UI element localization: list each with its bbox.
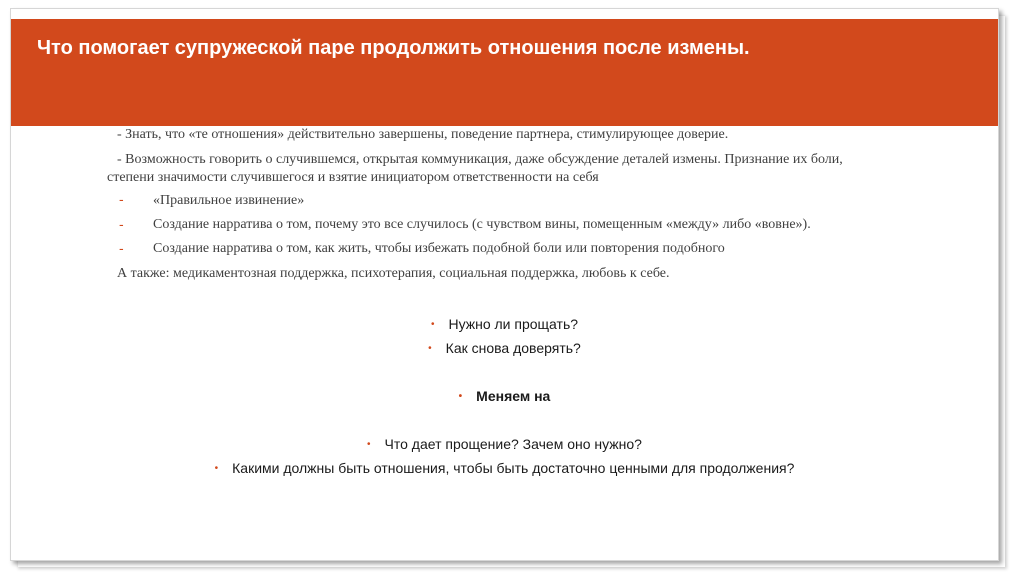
question-5 bbox=[11, 460, 998, 476]
question-4 bbox=[11, 436, 998, 452]
question-text: Какими должны быть отношения, чтобы быть достаточно ценными для продолжения? bbox=[232, 460, 795, 476]
question-text: Нужно ли прощать? bbox=[448, 316, 579, 332]
question-1 bbox=[11, 316, 998, 332]
question-2 bbox=[11, 340, 998, 356]
question-3 bbox=[11, 388, 998, 404]
question-text: Меняем на bbox=[476, 388, 551, 404]
bullet-icon: • bbox=[428, 343, 432, 354]
question-text: Как снова доверять? bbox=[445, 340, 581, 356]
slide-title: Что помогает супружеской паре продолжить отношения после измены. bbox=[37, 37, 750, 59]
also-line: А также: медикаментозная поддержка, психотерапия, социальная поддержка, любовь к себе. bbox=[117, 266, 670, 281]
bullet-icon: • bbox=[214, 463, 219, 474]
dash-item-2: Создание нарратива о том, почему это все случилось (с чувством вины, помещенным «между» либо «вовне»). bbox=[153, 217, 811, 232]
paragraph-1: - Знать, что «те отношения» действительно завершены, поведение партнера, стимулирующее доверие. bbox=[117, 127, 729, 142]
dash-item-1: «Правильное извинение» bbox=[153, 193, 305, 208]
paragraph-2-continued: степени значимости случившегося и взятие инициатором ответственности на себя bbox=[107, 170, 599, 185]
title-bar bbox=[11, 19, 998, 126]
bullet-icon: • bbox=[458, 391, 463, 402]
dash-bullet-marker: - bbox=[119, 191, 124, 207]
dash-bullet-marker: - bbox=[119, 240, 124, 256]
dash-item-3: Создание нарратива о том, как жить, чтобы избежать подобной боли или повторения подобного bbox=[153, 241, 725, 256]
slide bbox=[10, 8, 999, 561]
dash-bullet-marker: - bbox=[119, 216, 124, 232]
paragraph-2: - Возможность говорить о случившемся, открытая коммуникация, даже обсуждение деталей измены. Признание их боли, bbox=[117, 152, 843, 167]
question-text: Что дает прощение? Зачем оно нужно? bbox=[384, 436, 642, 452]
bullet-icon: • bbox=[430, 319, 435, 330]
bullet-icon: • bbox=[367, 439, 371, 450]
